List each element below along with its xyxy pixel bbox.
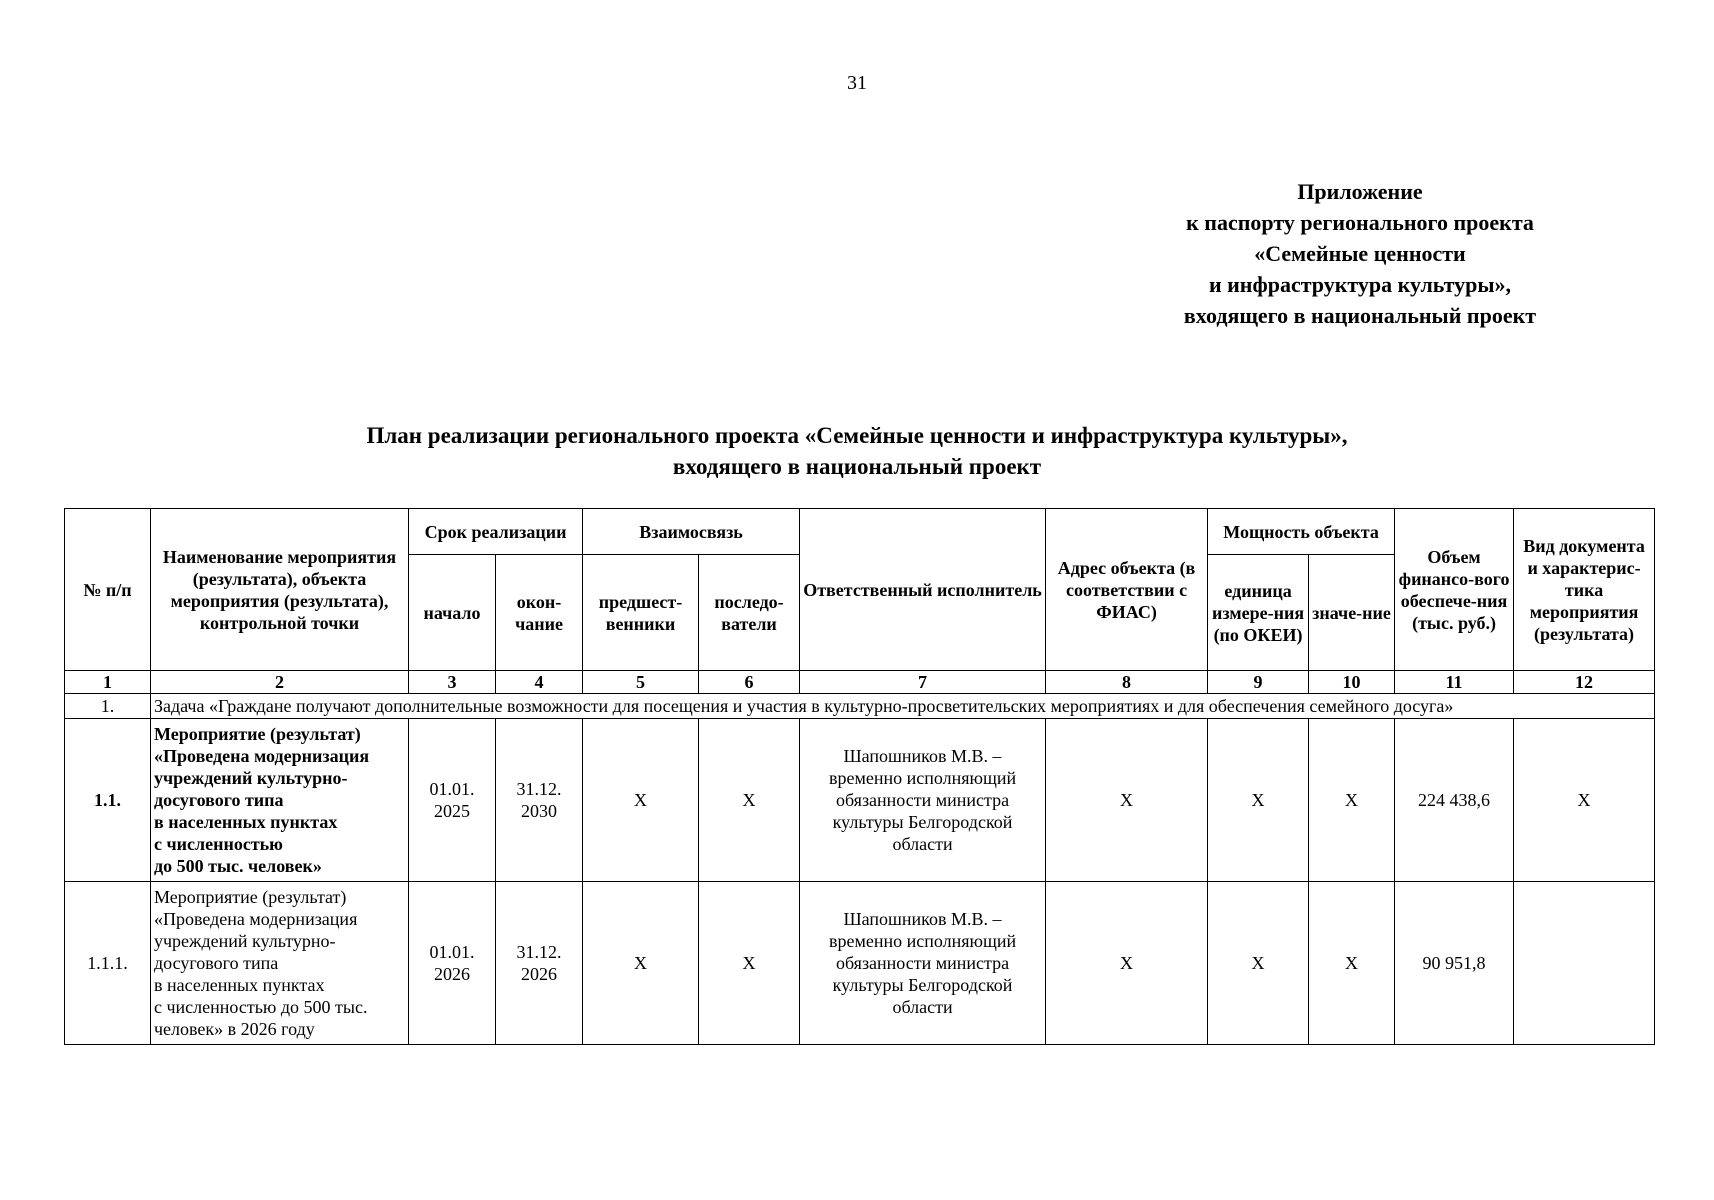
appendix-line: Приложение [1297, 179, 1423, 204]
row-start-line: 2026 [434, 964, 470, 984]
row-unit: X [1208, 882, 1309, 1045]
header-cap-unit: единица измере-ния (по ОКЕИ) [1208, 555, 1309, 671]
plan-title [0, 420, 1714, 482]
row-name-line: «Проведена модернизация [154, 909, 358, 929]
appendix-line: «Семейные ценности [1254, 241, 1466, 266]
row-unit: X [1208, 719, 1309, 882]
header-responsible: Ответственный исполнитель [800, 509, 1046, 671]
task-num: 1. [65, 694, 151, 719]
row-volume: 90 951,8 [1395, 882, 1514, 1045]
header-rel-succ: последо-ватели [699, 555, 800, 671]
row-num: 1.1.1. [65, 882, 151, 1045]
row-responsible-line: временно исполняющий [828, 768, 1017, 788]
row-doc: X [1514, 719, 1655, 882]
row-name-line: с численностью [154, 834, 283, 854]
row-address: X [1046, 719, 1208, 882]
row-start-line: 01.01. [429, 942, 475, 962]
row-name-line: человек» в 2026 году [154, 1019, 315, 1039]
column-number: 8 [1046, 671, 1208, 694]
row-pred: X [583, 719, 699, 882]
header-term-end: окон-чание [496, 555, 583, 671]
row-name-line: с численностью до 500 тыс. [154, 997, 368, 1017]
task-row [65, 694, 1655, 719]
table-row [65, 719, 1655, 882]
row-responsible [800, 719, 1046, 882]
appendix-line: и инфраструктура культуры», [1208, 272, 1512, 297]
row-name-line: досугового типа [154, 790, 284, 810]
row-name-line: учреждений культурно- [154, 931, 336, 951]
column-number: 12 [1514, 671, 1655, 694]
header-term-start: начало [409, 555, 496, 671]
header-volume: Объем финансо-вого обеспече-ния (тыс. руб.) [1395, 509, 1514, 671]
row-start-line: 2025 [434, 801, 470, 821]
row-succ: X [699, 719, 800, 882]
header-num: № п/п [65, 509, 151, 671]
row-name-line: учреждений культурно- [154, 768, 348, 788]
appendix-line: к паспорту регионального проекта [1186, 210, 1534, 235]
row-name [151, 882, 409, 1045]
appendix-line: входящего в национальный проект [1183, 303, 1537, 328]
column-number-row [65, 671, 1655, 694]
plan-title-line: входящего в национальный проект [672, 454, 1042, 479]
column-number: 6 [699, 671, 800, 694]
row-responsible-line: Шапошников М.В. – [843, 746, 1002, 766]
column-number: 11 [1395, 671, 1514, 694]
row-name-line: Мероприятие (результат) [154, 887, 347, 907]
header-rel-pred: предшест-венники [583, 555, 699, 671]
column-number: 2 [151, 671, 409, 694]
row-succ: X [699, 882, 800, 1045]
column-number: 9 [1208, 671, 1309, 694]
row-responsible-line: Шапошников М.В. – [843, 909, 1002, 929]
plan-title-line: План реализации регионального проекта «Семейные ценности и инфраструктура культуры», [366, 423, 1348, 448]
row-start-line: 01.01. [429, 779, 475, 799]
row-num: 1.1. [65, 719, 151, 882]
row-end-line: 2030 [521, 801, 557, 821]
row-name-line: в населенных пунктах [154, 812, 338, 832]
header-cap-value: значе-ние [1309, 555, 1395, 671]
row-name-line: Мероприятие (результат) [154, 724, 361, 744]
row-name-line: досугового типа [154, 953, 279, 973]
column-number: 10 [1309, 671, 1395, 694]
header-address: Адрес объекта (в соответствии с ФИАС) [1046, 509, 1208, 671]
task-text: Задача «Граждане получают дополнительные возможности для посещения и участия в культурно-просветительских мероприятиях и для обеспечения семейного досуга» [151, 694, 1655, 719]
row-start [409, 719, 496, 882]
column-number: 1 [65, 671, 151, 694]
row-doc [1514, 882, 1655, 1045]
page-number: 31 [847, 72, 867, 94]
row-start [409, 882, 496, 1045]
row-responsible-line: области [892, 997, 953, 1017]
header-relation: Взаимосвязь [583, 509, 800, 555]
row-end [496, 882, 583, 1045]
row-name-line: в населенных пунктах [154, 975, 325, 995]
header-term: Срок реализации [409, 509, 583, 555]
appendix-heading [1100, 176, 1620, 331]
row-end [496, 719, 583, 882]
row-responsible-line: временно исполняющий [828, 931, 1017, 951]
row-responsible-line: обязанности министра [835, 790, 1010, 810]
row-end-line: 31.12. [516, 942, 562, 962]
table-row [65, 882, 1655, 1045]
row-value: X [1309, 719, 1395, 882]
row-responsible-line: обязанности министра [835, 953, 1010, 973]
column-number: 4 [496, 671, 583, 694]
row-address: X [1046, 882, 1208, 1045]
row-pred: X [583, 882, 699, 1045]
row-value: X [1309, 882, 1395, 1045]
row-end-line: 2026 [521, 964, 557, 984]
row-responsible-line: культуры Белгородской [832, 975, 1013, 995]
header-name: Наименование мероприятия (результата), объекта мероприятия (результата), контрольной точки [151, 509, 409, 671]
column-number: 7 [800, 671, 1046, 694]
column-number: 5 [583, 671, 699, 694]
row-name-line: «Проведена модернизация [154, 746, 370, 766]
row-volume: 224 438,6 [1395, 719, 1514, 882]
plan-table [64, 508, 1655, 1045]
header-capacity: Мощность объекта [1208, 509, 1395, 555]
column-number: 3 [409, 671, 496, 694]
row-responsible-line: культуры Белгородской [832, 812, 1013, 832]
row-name-line: до 500 тыс. человек» [154, 856, 322, 876]
header-doc-type: Вид документа и характерис-тика мероприятия (результата) [1514, 509, 1655, 671]
row-responsible-line: области [892, 834, 953, 854]
row-name [151, 719, 409, 882]
row-responsible [800, 882, 1046, 1045]
row-end-line: 31.12. [516, 779, 562, 799]
